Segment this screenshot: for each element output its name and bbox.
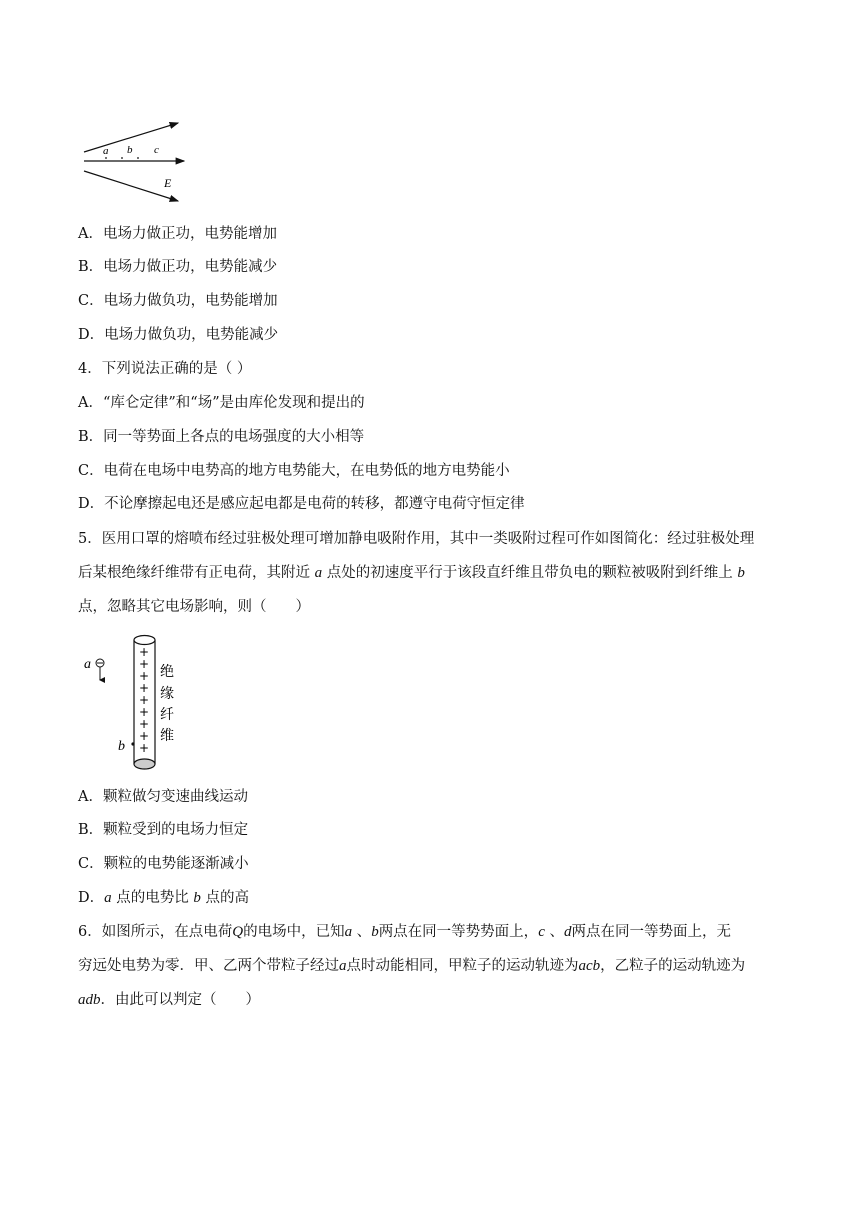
q4-option-b: B．同一等势面上各点的电场强度的大小相等 (78, 429, 365, 445)
q5-stem-line3: 点，忽略其它电场影响，则（ ） (78, 599, 310, 615)
fiber-top (134, 636, 155, 645)
svg-text:+: + (138, 669, 150, 683)
q4-option-c: C．电荷在电场中电势高的地方电势能大，在电势低的地方电势能小 (78, 463, 510, 479)
svg-text:缘: 缘 (160, 686, 174, 702)
svg-text:+: + (138, 705, 150, 719)
q4-option-a: A．“库仑定律”和“场”是由库伦发现和提出的 (78, 395, 365, 411)
particle-label-a: a (84, 657, 91, 672)
q3-option-d: D．电场力做负功，电势能减少 (78, 327, 279, 343)
point-c-dot (137, 157, 139, 159)
q5-option-c: C．颗粒的电势能逐渐减小 (78, 856, 249, 872)
q6-stem-line3: adb．由此可以判定（ ） (78, 992, 260, 1008)
label-E: E (164, 176, 172, 190)
q5-option-d: D．a 点的电势比 b 点的高 (78, 890, 249, 906)
svg-text:+: + (138, 657, 150, 671)
svg-text:+: + (138, 717, 150, 731)
svg-text:+: + (138, 729, 150, 743)
fiber-label (160, 664, 174, 744)
svg-text:维: 维 (160, 728, 174, 744)
positive-charges (139, 645, 149, 755)
var-b: b (737, 565, 745, 581)
q3-option-c: C．电场力做负功，电势能增加 (78, 293, 278, 309)
q6-stem-line2: 穷远处电势为零．甲、乙两个带粒子经过a点时动能相同，甲粒子的运动轨迹为acb，乙粒子的运动轨迹为 (78, 958, 746, 974)
svg-text:+: + (138, 681, 150, 695)
label-c: c (154, 144, 159, 156)
q6-stem-line1: 6．如图所示，在点电荷Q的电场中，已知a 、b两点在同一等势势面上，c 、d两点在同一等势面上，无 (78, 924, 731, 940)
svg-text:绝: 绝 (160, 664, 174, 680)
label-b: b (127, 144, 133, 156)
svg-text:+: + (138, 741, 150, 755)
q5-stem-line2: 后某根绝缘纤维带有正电荷，其附近 a 点处的初速度平行于该段直纤维且带负电的颗粒被吸附到纤维上 b (78, 565, 745, 581)
q3-option-b: B．电场力做正功，电势能减少 (78, 259, 278, 275)
label-a: a (103, 145, 109, 157)
svg-text:+: + (138, 693, 150, 707)
svg-text:纤: 纤 (160, 707, 174, 723)
q3-option-a: A．电场力做正功，电势能增加 (78, 226, 277, 242)
svg-text:+: + (138, 645, 150, 659)
q4-stem: 4．下列说法正确的是（ ） (78, 361, 252, 377)
fiber-figure (78, 630, 193, 776)
point-a-dot (105, 157, 107, 159)
point-b-dot (131, 742, 134, 745)
point-b-dot (121, 157, 123, 159)
q4-option-d: D．不论摩擦起电还是感应起电都是电荷的转移，都遵守电荷守恒定律 (78, 496, 525, 512)
q5-option-a: A．颗粒做匀变速曲线运动 (78, 789, 248, 805)
fiber-bottom (134, 759, 155, 769)
q5-stem-line1: 5．医用口罩的熔喷布经过驻极处理可增加静电吸附作用，其中一类吸附过程可作如图简化：经过驻极处理 (78, 531, 755, 547)
electric-field-figure (78, 116, 193, 206)
q5-option-b: B．颗粒受到的电场力恒定 (78, 822, 249, 838)
var-a: a (314, 565, 323, 581)
particle-label-b: b (118, 739, 125, 754)
